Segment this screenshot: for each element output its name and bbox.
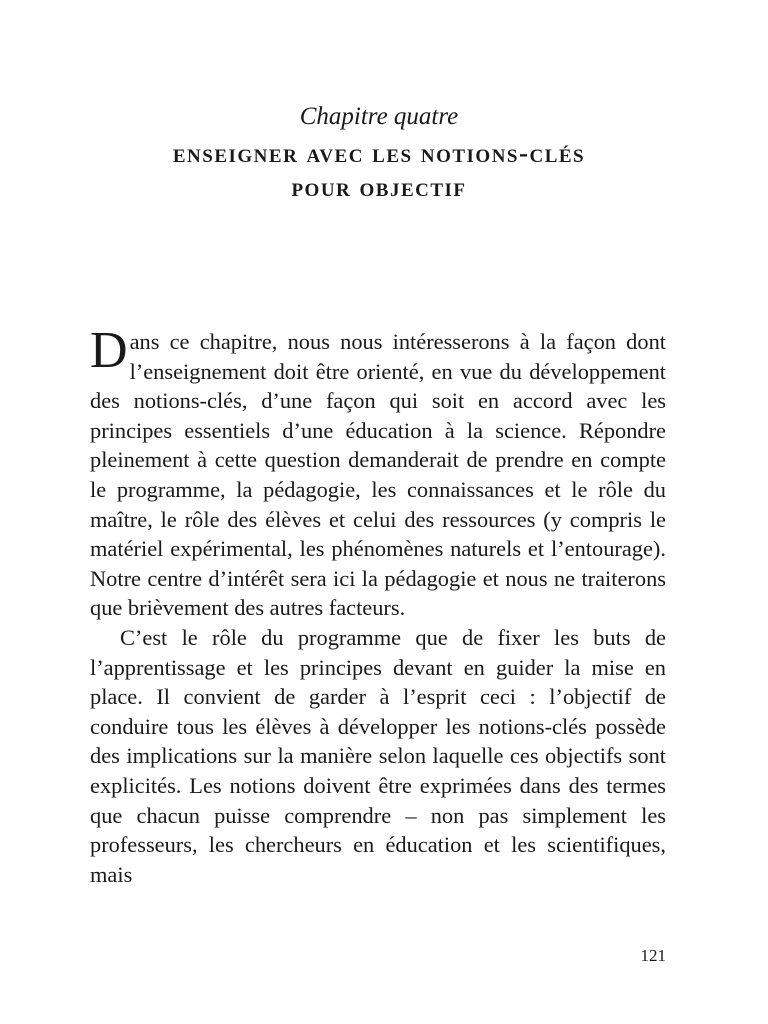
drop-cap: D [90,322,128,379]
body-text [90,322,666,889]
chapter-label: Chapitre quatre [299,103,459,130]
page-number: 121 [640,946,666,965]
paragraph-1 [90,322,666,623]
chapter-title [90,136,668,204]
chapter-heading [90,100,668,204]
chapter-title-line-1: enseigner avec les notions-clés [172,138,586,168]
chapter-title-line-2: pour objectif [291,172,467,202]
paragraph-1-text: ans ce chapitre, nous nous intéresserons à la façon dont l’enseignement doit être orienté, en vue du développement des notions-clés, d’une façon qui soit en accord avec les principes essentiels d’une éducation à la science. Répondre pleinement à cette question demanderait de prendre en compte le programme, la pédagogie, les connaissances et le rôle du maître, le rôle des élèves et celui des ressources (y compris le matériel expérimental, les phénomènes naturels et l’entourage). Notre centre d’intérêt sera ici la pédagogie et nous ne traiterons que brièvement des autres facteurs. [90,329,666,621]
paragraph-2: C’est le rôle du programme que de fixer les buts de l’apprentissage et les principes devant en guider la mise en place. Il convient de garder à l’esprit ceci : l’objectif de conduire tous les élèves à développer les notions-clés possède des implications sur la manière selon laquelle ces objectifs sont explicités. Les notions doivent être exprimées dans des termes que chacun puisse comprendre – non pas simplement les professeurs, les chercheurs en éducation et les scientifiques, mais [90,624,666,887]
